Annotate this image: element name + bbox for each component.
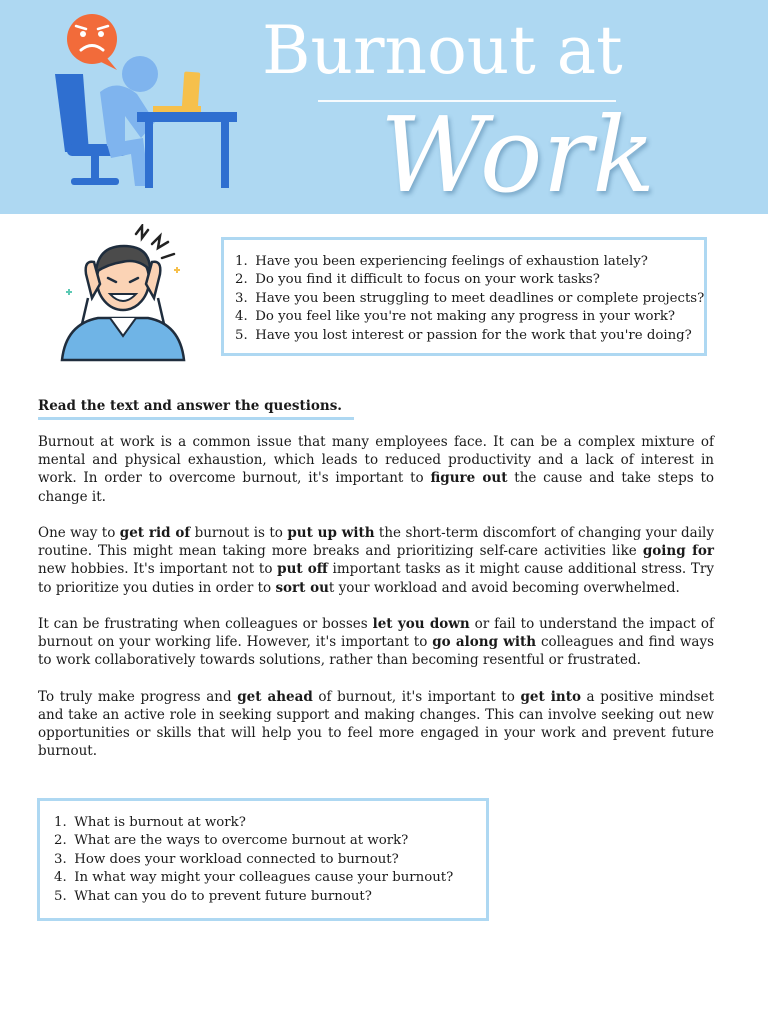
paragraph-text: of burnout, it's important to <box>312 688 521 705</box>
list-item: 4. Do you feel like you're not making any progress in your work? <box>235 309 676 325</box>
paragraph-text: t your workload and avoid becoming overwhelmed. <box>328 579 680 596</box>
stressed-man-holding-head-icon <box>58 224 188 364</box>
title-line-2: Work <box>380 94 656 216</box>
sad-face-icon <box>67 14 117 70</box>
tired-worker-at-desk-icon <box>45 12 240 197</box>
phrasal-verb: figure out <box>430 470 508 487</box>
phrasal-verb: go along with <box>432 634 537 651</box>
paragraph-text: or fail to understand the impact of burnout on your working life. However, it's important to <box>38 616 715 651</box>
phrasal-verb: get ahead <box>237 688 313 705</box>
warmup-questions-list <box>235 253 704 345</box>
comprehension-questions-list <box>54 814 486 906</box>
paragraph-text: One way to <box>38 525 120 541</box>
paragraph-text: the short-term discomfort of changing your daily routine. This might mean taking more breaks and prioritizing self-care activities like <box>38 525 714 560</box>
list-item: 5. What can you do to prevent future burnout? <box>54 888 372 904</box>
paragraph-2 <box>38 524 714 597</box>
list-item: 4. In what way might your colleagues cause your burnout? <box>54 870 454 886</box>
paragraph-text: It can be frustrating when colleagues or bosses <box>38 616 373 632</box>
paragraph-text: new hobbies. It's important not to <box>38 561 278 578</box>
phrasal-verb: going for <box>642 543 714 560</box>
paragraph-text: To truly make progress and <box>38 688 238 705</box>
phrasal-verb: let you down <box>372 616 470 632</box>
phrasal-verb: sort ou <box>275 579 329 596</box>
paragraph-1 <box>38 433 714 506</box>
paragraph-3 <box>38 615 714 670</box>
list-item: 5. Have you lost interest or passion for the work that you're doing? <box>235 327 692 343</box>
phrasal-verb: put up with <box>287 525 375 541</box>
warmup-questions-box <box>221 237 707 356</box>
paragraph-text: a positive mindset and take an active role in seeking support and making changes. This can involve seeking out new opportunities or skills that will help you to feel more engaged in your work and prevent future burnout. <box>38 688 714 760</box>
list-item: 3. How does your workload connected to burnout? <box>54 851 399 867</box>
paragraph-4 <box>38 688 714 761</box>
list-item: 1. What is burnout at work? <box>54 815 246 830</box>
phrasal-verb: get rid of <box>119 525 191 541</box>
instruction-heading: Read the text and answer the questions. <box>38 398 343 414</box>
list-item: 1. Have you been experiencing feelings of exhaustion lately? <box>235 254 648 269</box>
paragraph-text: colleagues and find ways to work collaboratively towards solutions, rather than becoming resentful or frustrated. <box>38 634 715 669</box>
paragraph-text: the cause and take steps to change it. <box>38 470 715 505</box>
list-item: 2. Do you find it difficult to focus on your work tasks? <box>235 272 600 288</box>
paragraph-text: burnout is to <box>190 525 288 541</box>
instruction-underline <box>38 417 354 420</box>
paragraph-text: important tasks as it might cause additional stress. Try to prioritize you duties in order to <box>38 561 714 596</box>
title-line-1: Burnout at <box>262 12 623 89</box>
paragraph-text: Burnout at work is a common issue that many employees face. It can be a complex mixture of mental and physical exhaustion, which leads to reduced productivity and a lack of interest in work. In order to overcome burnout, it's important to <box>38 434 714 487</box>
comprehension-questions-box <box>37 798 489 921</box>
header-banner <box>0 0 768 214</box>
phrasal-verb: put off <box>277 561 328 578</box>
list-item: 2. What are the ways to overcome burnout at work? <box>54 833 409 849</box>
list-item: 3. Have you been struggling to meet deadlines or complete projects? <box>235 290 705 306</box>
reading-text <box>38 433 714 779</box>
phrasal-verb: get into <box>520 688 581 705</box>
